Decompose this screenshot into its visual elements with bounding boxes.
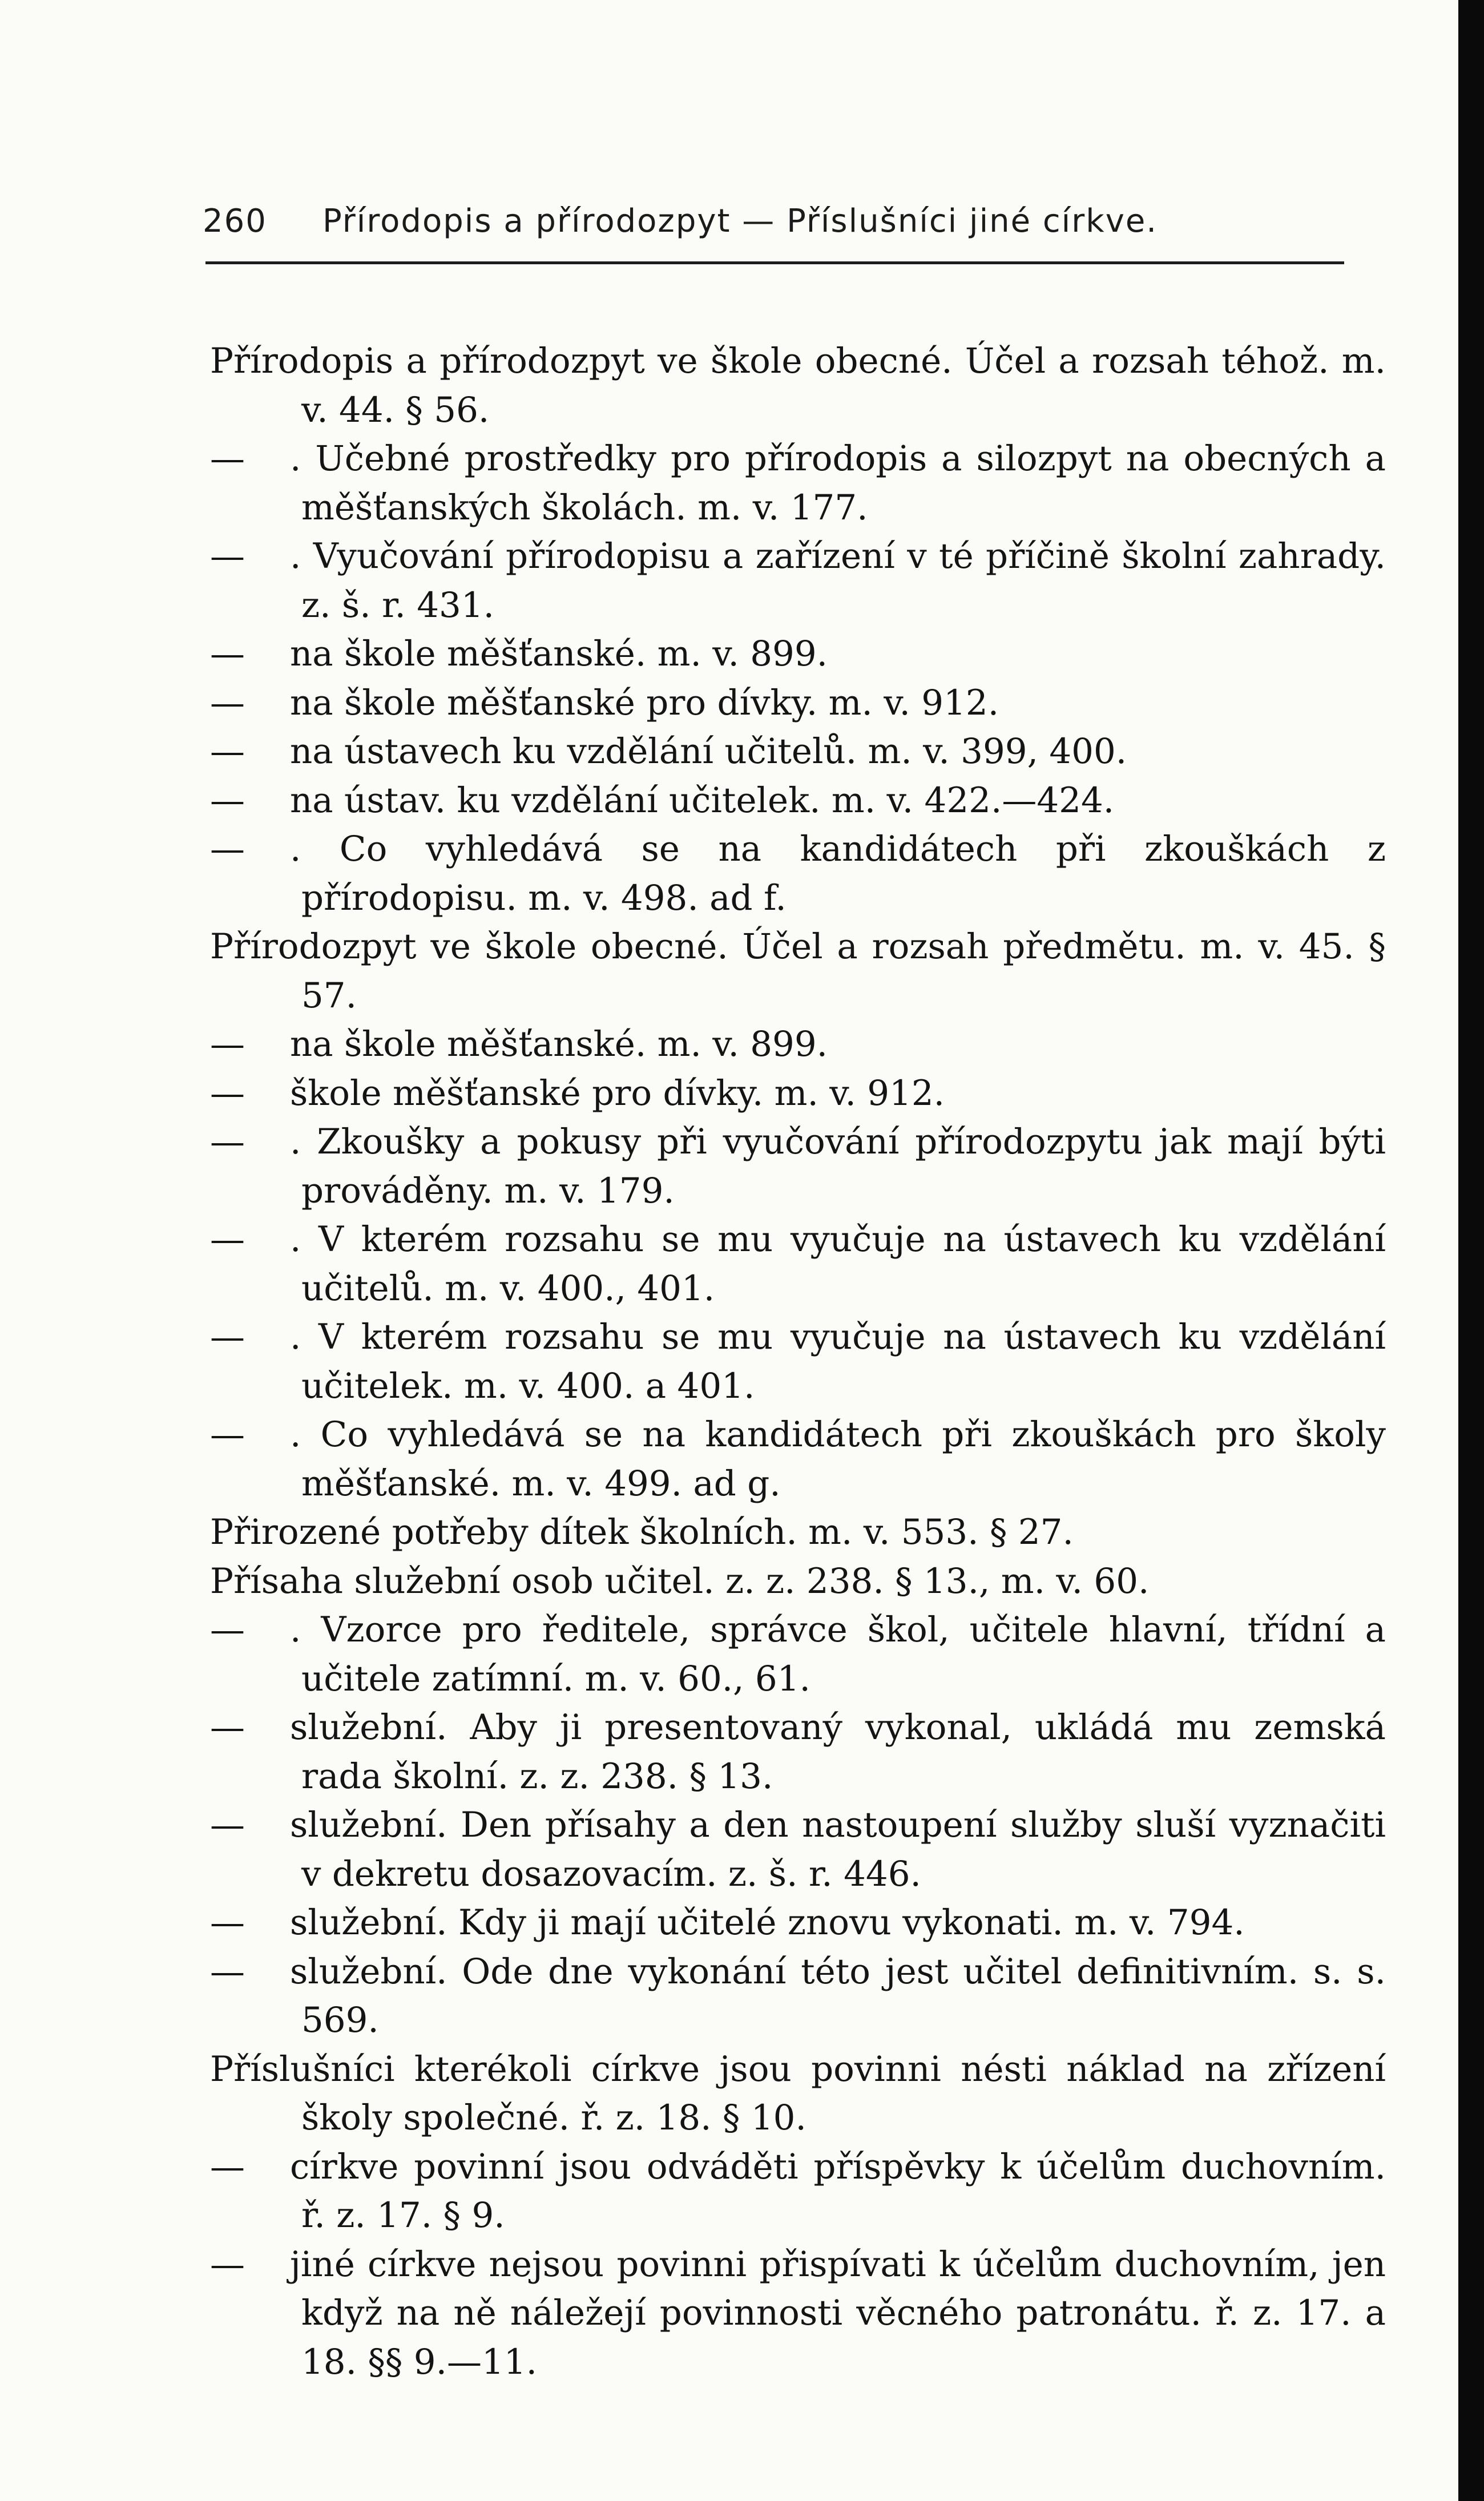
index-entry [210, 337, 1386, 434]
index-subentry [210, 532, 1386, 630]
entry-text: Přísaha služební osob učitel. z. z. 238. § 13., m. v. 60. [210, 1560, 1150, 1602]
index-subentry [210, 825, 1386, 922]
entry-text: Přírodopis a přírodozpyt ve škole obecné. Účel a rozsah téhož. m. v. 44. § 56. [210, 341, 1386, 430]
dash-mark: — [210, 2146, 245, 2187]
index-entries [210, 337, 1386, 2386]
dash-mark: — [210, 829, 245, 869]
index-subentry [210, 1801, 1386, 1898]
index-subentry [210, 1020, 1386, 1069]
index-subentry [210, 1606, 1386, 1703]
index-entry [210, 1508, 1386, 1557]
index-subentry [210, 1069, 1386, 1118]
page-edge-shadow [1458, 0, 1484, 2501]
dash-mark: — [210, 1414, 245, 1455]
dash-mark: — [210, 1707, 245, 1748]
entry-text: jiné církve nejsou povinni přispívati k účelům duchovním, jen když na ně náležejí povinnosti věcného patronátu. ř. z. 17. a 18. §§ 9.—11. [290, 2244, 1386, 2382]
entry-text: služební. Den přísahy a den nastoupení služby sluší vyznačiti v dekretu dosazovacím. z. š. r. 446. [290, 1805, 1386, 1894]
entry-text: . Vzorce pro ředitele, správce škol, učitele hlavní, třídní a učitele zatímní. m. v. 60., 61. [290, 1609, 1386, 1699]
entry-text: služební. Aby ji presentovaný vykonal, ukládá mu zemská rada školní. z. z. 238. § 13. [290, 1707, 1386, 1797]
index-subentry [210, 776, 1386, 825]
index-subentry [210, 1410, 1386, 1508]
entry-text: služební. Ode dne vykonání této jest učitel definitivním. s. s. 569. [290, 1951, 1386, 2040]
dash-mark: — [210, 1902, 245, 1943]
dash-mark: — [210, 2244, 245, 2285]
entry-text: škole měšťanské pro dívky. m. v. 912. [290, 1072, 945, 1114]
dash-mark: — [210, 1024, 245, 1064]
entry-text: . Učebné prostředky pro přírodopis a silozpyt na obecných a měšťanských školách. m. v. 177. [290, 438, 1386, 528]
index-subentry [210, 1898, 1386, 1947]
index-entry [210, 2045, 1386, 2143]
entry-text: Přírodozpyt ve škole obecné. Účel a rozsah předmětu. m. v. 45. § 57. [210, 926, 1386, 1016]
dash-mark: — [210, 1072, 245, 1114]
index-subentry [210, 727, 1386, 776]
dash-mark: — [210, 1122, 245, 1162]
index-subentry [210, 1703, 1386, 1801]
running-title: Přírodopis a přírodozpyt — Příslušníci jiné církve. [322, 203, 1158, 240]
entry-text: na škole měšťanské. m. v. 899. [290, 634, 828, 674]
dash-mark: — [210, 780, 245, 821]
running-header [203, 203, 1321, 248]
index-entry [210, 1557, 1386, 1606]
entry-text: církve povinní jsou odváděti příspěvky k účelům duchovním. ř. z. 17. § 9. [290, 2146, 1386, 2236]
dash-mark: — [210, 731, 245, 772]
index-subentry [210, 2240, 1386, 2387]
dash-mark: — [210, 536, 245, 576]
dash-mark: — [210, 682, 245, 723]
entry-text: . Co vyhledává se na kandidátech při zkouškách z přírodopisu. m. v. 498. ad f. [290, 829, 1386, 918]
index-subentry [210, 1215, 1386, 1313]
entry-text: Přirozené potřeby dítek školních. m. v. 553. § 27. [210, 1512, 1074, 1552]
entry-text: . Co vyhledává se na kandidátech při zkouškách pro školy měšťanské. m. v. 499. ad g. [290, 1414, 1386, 1504]
dash-mark: — [210, 1219, 245, 1260]
entry-text: . V kterém rozsahu se mu vyučuje na ústavech ku vzdělání učitelů. m. v. 400., 401. [290, 1219, 1386, 1309]
entry-text: . V kterém rozsahu se mu vyučuje na ústavech ku vzdělání učitelek. m. v. 400. a 401. [290, 1317, 1386, 1406]
index-subentry [210, 1947, 1386, 2045]
page-number: 260 [203, 203, 267, 240]
header-rule [205, 261, 1344, 264]
index-subentry [210, 1118, 1386, 1215]
dash-mark: — [210, 1805, 245, 1845]
index-entry [210, 922, 1386, 1020]
entry-text: Příslušníci kterékoli církve jsou povinni nésti náklad na zřízení školy společné. ř. z. 18. § 10. [210, 2048, 1386, 2138]
index-subentry [210, 679, 1386, 728]
dash-mark: — [210, 1317, 245, 1357]
dash-mark: — [210, 1951, 245, 1992]
entry-text: . Zkoušky a pokusy při vyučování přírodozpytu jak mají býti prováděny. m. v. 179. [290, 1122, 1386, 1211]
dash-mark: — [210, 438, 245, 479]
index-subentry [210, 2143, 1386, 2240]
dash-mark: — [210, 1609, 245, 1650]
entry-text: . Vyučování přírodopisu a zařízení v té příčině školní zahrady. z. š. r. 431. [290, 536, 1386, 626]
entry-text: na ústav. ku vzdělání učitelek. m. v. 422.—424. [290, 780, 1115, 821]
index-subentry [210, 1313, 1386, 1410]
entry-text: na škole měšťanské. m. v. 899. [290, 1024, 828, 1064]
index-subentry [210, 630, 1386, 679]
index-subentry [210, 434, 1386, 532]
entry-text: služební. Kdy ji mají učitelé znovu vykonati. m. v. 794. [290, 1902, 1245, 1943]
entry-text: na ústavech ku vzdělání učitelů. m. v. 399, 400. [290, 731, 1127, 772]
entry-text: na škole měšťanské pro dívky. m. v. 912. [290, 682, 999, 723]
dash-mark: — [210, 634, 245, 674]
